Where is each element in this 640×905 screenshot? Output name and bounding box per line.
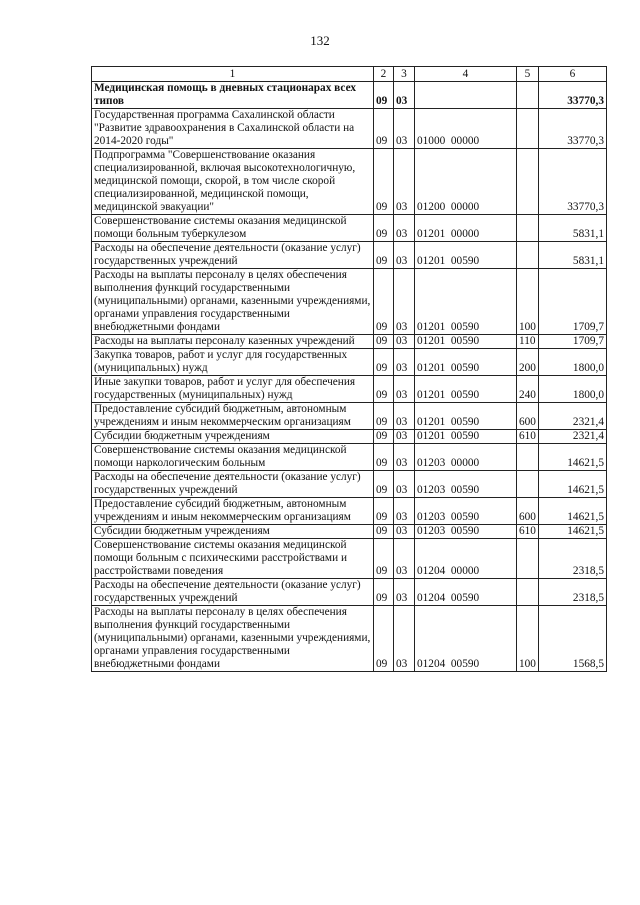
amount-cell: 5831,1 [539, 242, 607, 269]
amount-cell: 33770,3 [539, 82, 607, 109]
amount-cell: 2321,4 [539, 403, 607, 430]
page-number: 132 [310, 33, 330, 48]
row-name-cell: Субсидии бюджетным учреждениям [92, 525, 374, 539]
row-name-cell: Расходы на выплаты персоналу в целях обеспечения выполнения функций государственными (муниципальными) органами, казенными учреждениями, органами управления государственными внебюджетными фондами [92, 606, 374, 672]
subsection-code-cell: 03 [394, 606, 415, 672]
expense-type-cell: 200 [517, 349, 539, 376]
target-article-cell: 01204 00590 [415, 579, 517, 606]
amount-cell: 2318,5 [539, 579, 607, 606]
row-name-cell: Иные закупки товаров, работ и услуг для обеспечения государственных (муниципальных) нужд [92, 376, 374, 403]
expense-type-cell [517, 242, 539, 269]
row-name-cell: Расходы на обеспечение деятельности (оказание услуг) государственных учреждений [92, 579, 374, 606]
subsection-code-cell: 03 [394, 82, 415, 109]
target-article-cell: 01203 00590 [415, 498, 517, 525]
expense-type-cell: 610 [517, 525, 539, 539]
row-name-cell: Совершенствование системы оказания медицинской помощи больным с психическими расстройствами и расстройствами поведения [92, 539, 374, 579]
budget-table [91, 66, 607, 672]
row-name-cell: Предоставление субсидий бюджетным, автономным учреждениям и иным некоммерческим организациям [92, 403, 374, 430]
expense-type-cell: 100 [517, 269, 539, 335]
table-row [92, 403, 607, 430]
section-code-cell: 09 [374, 444, 394, 471]
subsection-code-cell: 03 [394, 430, 415, 444]
amount-cell: 5831,1 [539, 215, 607, 242]
expense-type-cell: 110 [517, 335, 539, 349]
section-code-cell: 09 [374, 539, 394, 579]
table-row [92, 82, 607, 109]
table-row [92, 539, 607, 579]
section-code-cell: 09 [374, 269, 394, 335]
row-name-cell: Субсидии бюджетным учреждениям [92, 430, 374, 444]
row-name-cell: Медицинская помощь в дневных стационарах всех типов [92, 82, 374, 109]
table-row [92, 606, 607, 672]
row-name-cell: Расходы на обеспечение деятельности (оказание услуг) государственных учреждений [92, 471, 374, 498]
expense-type-cell: 100 [517, 606, 539, 672]
subsection-code-cell: 03 [394, 349, 415, 376]
subsection-code-cell: 03 [394, 471, 415, 498]
column-header-5: 5 [517, 67, 539, 82]
expense-type-cell [517, 82, 539, 109]
expense-type-cell: 240 [517, 376, 539, 403]
target-article-cell: 01201 00000 [415, 215, 517, 242]
subsection-code-cell: 03 [394, 269, 415, 335]
row-name-cell: Закупка товаров, работ и услуг для государственных (муниципальных) нужд [92, 349, 374, 376]
section-code-cell: 09 [374, 525, 394, 539]
subsection-code-cell: 03 [394, 525, 415, 539]
target-article-cell: 01201 00590 [415, 269, 517, 335]
amount-cell: 14621,5 [539, 471, 607, 498]
section-code-cell: 09 [374, 498, 394, 525]
subsection-code-cell: 03 [394, 376, 415, 403]
table-header-row [92, 67, 607, 82]
section-code-cell: 09 [374, 149, 394, 215]
expense-type-cell [517, 215, 539, 242]
target-article-cell [415, 82, 517, 109]
target-article-cell: 01203 00590 [415, 525, 517, 539]
table-row [92, 430, 607, 444]
column-header-1: 1 [92, 67, 374, 82]
target-article-cell: 01200 00000 [415, 149, 517, 215]
row-name-cell: Расходы на выплаты персоналу в целях обеспечения выполнения функций государственными (муниципальными) органами, казенными учреждениями, органами управления государственными внебюджетными фондами [92, 269, 374, 335]
subsection-code-cell: 03 [394, 444, 415, 471]
table-row [92, 335, 607, 349]
row-name-cell: Предоставление субсидий бюджетным, автономным учреждениям и иным некоммерческим организациям [92, 498, 374, 525]
table-row [92, 215, 607, 242]
section-code-cell: 09 [374, 606, 394, 672]
amount-cell: 33770,3 [539, 149, 607, 215]
table-row [92, 269, 607, 335]
section-code-cell: 09 [374, 471, 394, 498]
section-code-cell: 09 [374, 82, 394, 109]
subsection-code-cell: 03 [394, 539, 415, 579]
subsection-code-cell: 03 [394, 335, 415, 349]
amount-cell: 2321,4 [539, 430, 607, 444]
section-code-cell: 09 [374, 215, 394, 242]
row-name-cell: Подпрограмма "Совершенствование оказания специализированной, включая высокотехнологичную, медицинской помощи, скорой, в том числе скорой специализированной, медицинской помощи, медицинской эвакуации" [92, 149, 374, 215]
amount-cell: 1709,7 [539, 335, 607, 349]
table-row [92, 109, 607, 149]
row-name-cell: Расходы на выплаты персоналу казенных учреждений [92, 335, 374, 349]
target-article-cell: 01203 00590 [415, 471, 517, 498]
column-header-3: 3 [394, 67, 415, 82]
target-article-cell: 01204 00000 [415, 539, 517, 579]
subsection-code-cell: 03 [394, 498, 415, 525]
table-row [92, 498, 607, 525]
expense-type-cell [517, 149, 539, 215]
section-code-cell: 09 [374, 109, 394, 149]
amount-cell: 33770,3 [539, 109, 607, 149]
expense-type-cell [517, 444, 539, 471]
target-article-cell: 01204 00590 [415, 606, 517, 672]
subsection-code-cell: 03 [394, 242, 415, 269]
expense-type-cell [517, 579, 539, 606]
table-row [92, 525, 607, 539]
expense-type-cell: 600 [517, 498, 539, 525]
target-article-cell: 01203 00000 [415, 444, 517, 471]
expense-type-cell [517, 109, 539, 149]
subsection-code-cell: 03 [394, 579, 415, 606]
expense-type-cell: 610 [517, 430, 539, 444]
target-article-cell: 01201 00590 [415, 430, 517, 444]
section-code-cell: 09 [374, 335, 394, 349]
section-code-cell: 09 [374, 430, 394, 444]
expense-type-cell [517, 471, 539, 498]
target-article-cell: 01201 00590 [415, 376, 517, 403]
expense-type-cell: 600 [517, 403, 539, 430]
row-name-cell: Совершенствование системы оказания медицинской помощи наркологическим больным [92, 444, 374, 471]
budget-table-body [92, 82, 607, 672]
section-code-cell: 09 [374, 579, 394, 606]
column-header-4: 4 [415, 67, 517, 82]
table-row [92, 444, 607, 471]
amount-cell: 2318,5 [539, 539, 607, 579]
target-article-cell: 01201 00590 [415, 242, 517, 269]
subsection-code-cell: 03 [394, 215, 415, 242]
table-row [92, 149, 607, 215]
table-row [92, 349, 607, 376]
subsection-code-cell: 03 [394, 403, 415, 430]
target-article-cell: 01201 00590 [415, 335, 517, 349]
amount-cell: 14621,5 [539, 444, 607, 471]
column-header-2: 2 [374, 67, 394, 82]
table-row [92, 242, 607, 269]
section-code-cell: 09 [374, 376, 394, 403]
row-name-cell: Государственная программа Сахалинской области "Развитие здравоохранения в Сахалинской области на 2014-2020 годы" [92, 109, 374, 149]
target-article-cell: 01201 00590 [415, 349, 517, 376]
amount-cell: 14621,5 [539, 525, 607, 539]
target-article-cell: 01201 00590 [415, 403, 517, 430]
table-row [92, 376, 607, 403]
section-code-cell: 09 [374, 403, 394, 430]
target-article-cell: 01000 00000 [415, 109, 517, 149]
row-name-cell: Расходы на обеспечение деятельности (оказание услуг) государственных учреждений [92, 242, 374, 269]
section-code-cell: 09 [374, 242, 394, 269]
amount-cell: 1800,0 [539, 376, 607, 403]
section-code-cell: 09 [374, 349, 394, 376]
subsection-code-cell: 03 [394, 149, 415, 215]
amount-cell: 1568,5 [539, 606, 607, 672]
table-row [92, 471, 607, 498]
column-header-6: 6 [539, 67, 607, 82]
amount-cell: 14621,5 [539, 498, 607, 525]
row-name-cell: Совершенствование системы оказания медицинской помощи больным туберкулезом [92, 215, 374, 242]
amount-cell: 1709,7 [539, 269, 607, 335]
expense-type-cell [517, 539, 539, 579]
amount-cell: 1800,0 [539, 349, 607, 376]
subsection-code-cell: 03 [394, 109, 415, 149]
table-row [92, 579, 607, 606]
